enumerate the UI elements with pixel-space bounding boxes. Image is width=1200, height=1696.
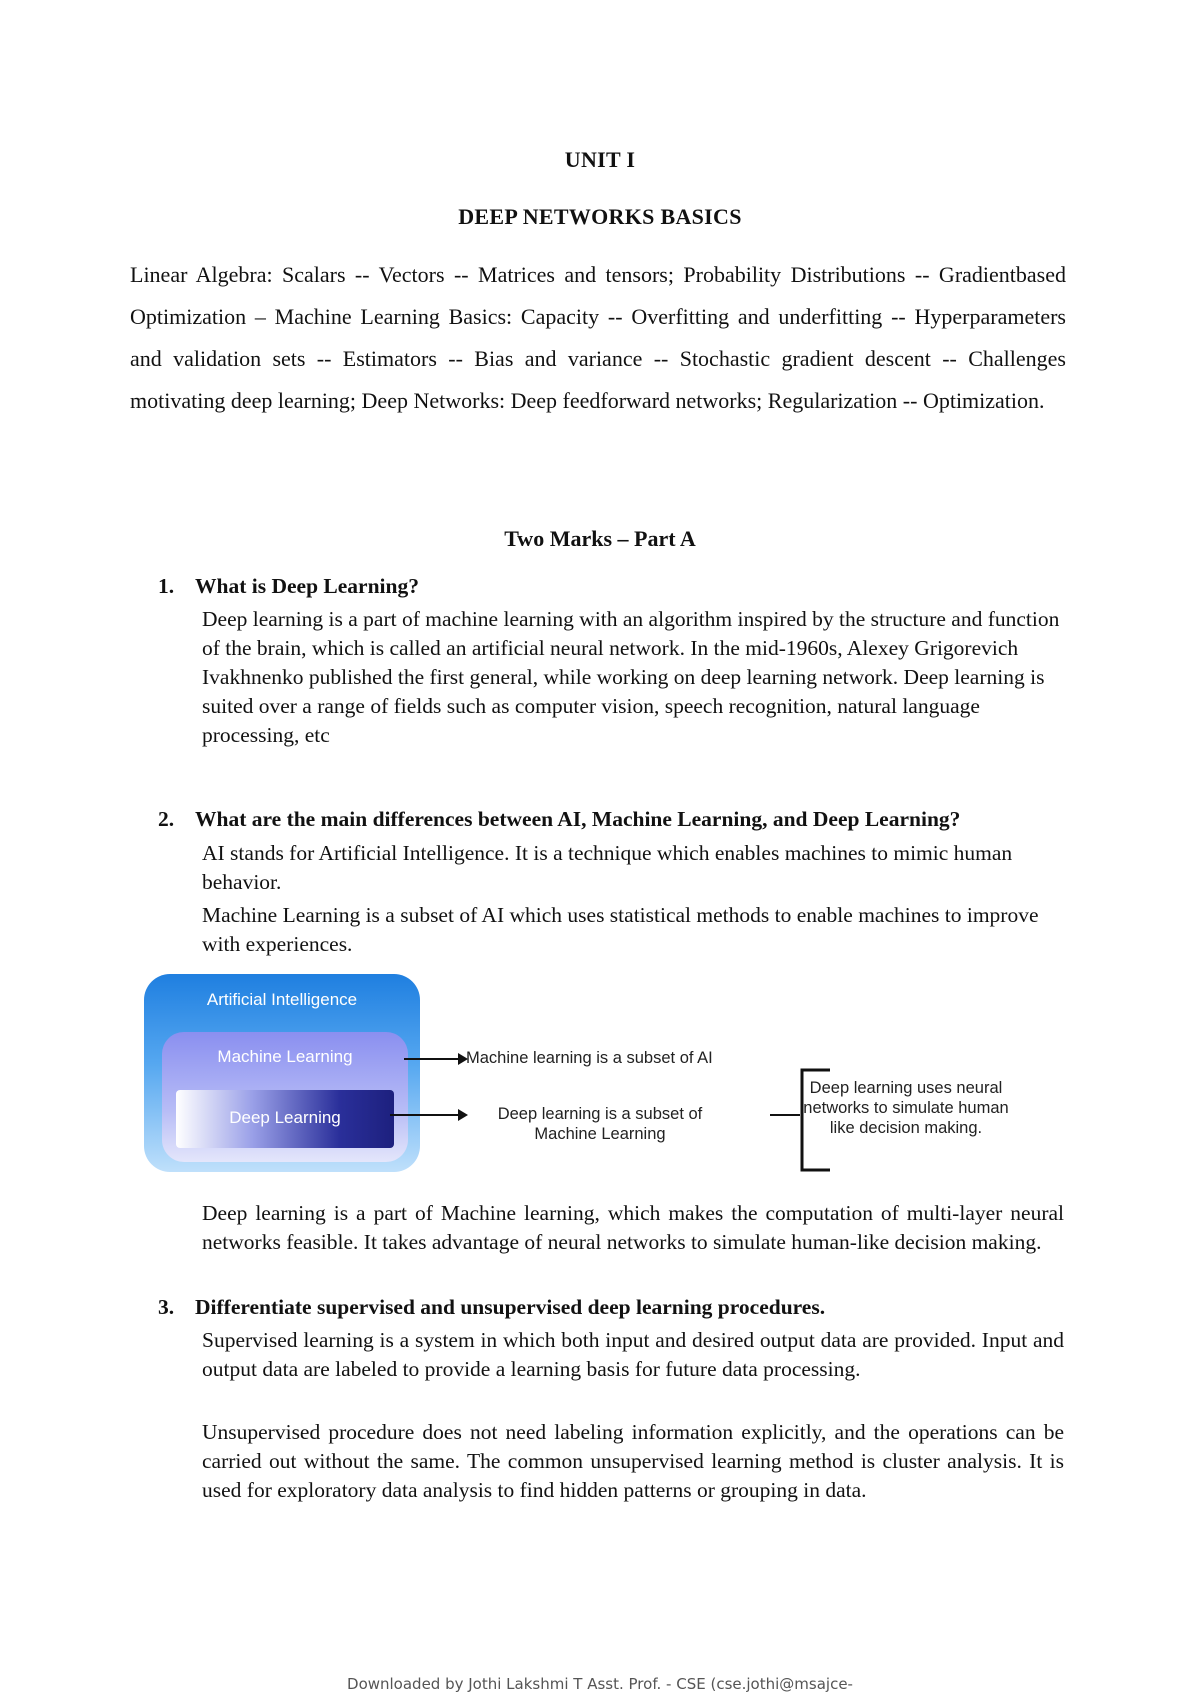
question-text: What are the main differences between AI, Machine Learning, and Deep Learning?: [195, 807, 961, 831]
question-number: 2.: [158, 807, 175, 831]
ai-ml-dl-diagram: [140, 974, 1040, 1174]
dl-arrow: [390, 1109, 468, 1121]
ml-note: Machine learning is a subset of AI: [466, 1049, 713, 1067]
answer-paragraph: Machine Learning is a subset of AI which uses statistical methods to enable machines to improve with experiences.: [202, 903, 1039, 956]
question-2: [158, 807, 960, 832]
answer-paragraph: Deep learning is a part of Machine learning, which makes the computation of multi-layer neural networks feasible. It takes advantage of neural networks to simulate human-like decision making.: [202, 1201, 1064, 1254]
question-number: 1.: [158, 574, 175, 598]
dl-note: Deep learning is a subset of Machine Learning: [497, 1105, 703, 1143]
ai-label: Artificial Intelligence: [206, 990, 358, 1009]
diagram-connectors: [140, 974, 1040, 1174]
question-number: 3.: [158, 1295, 175, 1319]
syllabus-paragraph: Linear Algebra: Scalars -- Vectors -- Matrices and tensors; Probability Distributions -- Gradientbased Optimization – Machine Learning Basics: Capacity -- Overfitting and underfitting -- Hyperparameters and validation sets -- Estimators -- Bias and variance -- Stochastic gradient descent -- Challenges motivating deep learning; Deep Networks: Deep feedforward networks; Regularization -- Optimization.: [130, 262, 1066, 413]
unit-title: UNIT I: [564, 147, 636, 172]
question-1: [158, 574, 419, 599]
question-3: [158, 1295, 825, 1320]
answer-paragraph: Unsupervised procedure does not need labeling information explicitly, and the operations can be carried out without the same. The common unsupervised learning method is cluster analysis. It is used for exploratory data analysis to find hidden patterns or grouping in data.: [202, 1420, 1064, 1502]
ml-label: Machine Learning: [217, 1047, 353, 1066]
brace-note: Deep learning uses neural networks to simulate human like decision making.: [803, 1079, 1009, 1137]
download-footer: Downloaded by Jothi Lakshmi T Asst. Prof. - CSE (cse.jothi@msajce-: [347, 1675, 853, 1693]
part-title: Two Marks – Part A: [504, 526, 696, 551]
ml-arrow: [404, 1053, 468, 1065]
question-text: What is Deep Learning?: [195, 574, 419, 598]
question-text: Differentiate supervised and unsupervised deep learning procedures.: [195, 1295, 826, 1319]
section-title: DEEP NETWORKS BASICS: [458, 204, 742, 229]
dl-label: Deep Learning: [229, 1108, 341, 1127]
answer-paragraph: Supervised learning is a system in which both input and desired output data are provided. Input and output data are labeled to provide a learning basis for future data processing.: [202, 1328, 1064, 1381]
answer-paragraph: Deep learning is a part of machine learning with an algorithm inspired by the structure and function of the brain, which is called an artificial neural network. In the mid-1960s, Alexey Grigorevich Ivakhnenko published the first general, while working on deep learning network. Deep learning is suited over a range of fields such as computer vision, speech recognition, natural language processing, etc: [202, 607, 1060, 747]
answer-paragraph: AI stands for Artificial Intelligence. It is a technique which enables machines to mimic human behavior.: [202, 841, 1013, 894]
